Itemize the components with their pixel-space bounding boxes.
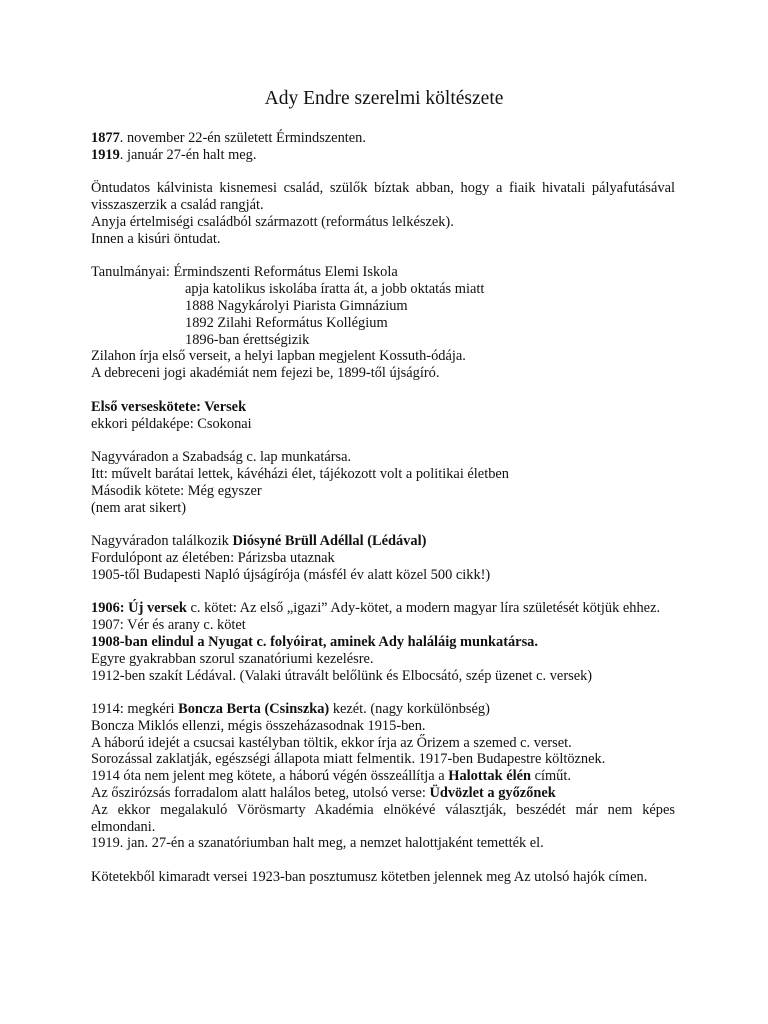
paragraph-nagyvarad: Nagyváradon a Szabadság c. lap munkatársa. [91,449,352,466]
leda-meeting-text: Nagyváradon találkozik [91,533,233,550]
birth-text: . november 22-én született Érmindszenten. [119,130,366,146]
paragraph-marriage: Boncza Miklós ellenzi, mégis összeházasodnak 1915-ben. [91,717,426,734]
document-title: Ady Endre szerelmi költészete [264,88,504,109]
paragraph-no-success: (nem arat sikert) [91,499,187,516]
csinszka-text-2: kezét. (nagy korkülönbség) [329,701,490,718]
paragraph-zilah: Zilahon írja első verseit, a helyi lapban megjelent Kossuth-ódája. [91,348,466,365]
paragraph-friends: Itt: művelt barátai lettek, kávéházi élet, tájékozott volt a politikai életben [91,465,509,482]
paragraph-ver-es-arany: 1907: Vér és arany c. kötet [91,617,246,634]
uj-versek-bold: 1906: Új versek [91,600,187,617]
paragraph-last-poem [91,785,675,802]
death-text: . január 27-én halt meg. [119,146,257,163]
paragraph-nyugat [91,634,675,651]
paragraph-mother: Anyja értelmiségi családból származott (református lelkészek). [91,213,454,230]
death-line [91,147,675,164]
studies-item: 1892 Zilahi Református Kollégium [185,314,388,331]
csinszka-name: Boncza Berta (Csinszka) [178,701,330,718]
paragraph-csucsa: A háború idejét a csucsai kastélyban töltik, ekkor írja az Őrizem a szemed c. verset. [91,734,572,751]
leda-name: Diósyné Brüll Adéllal (Lédával) [232,533,427,550]
last-poem-title: Üdvözlet a győzőnek [429,785,556,802]
paragraph-pride: Innen a kisúri öntudat. [91,230,221,247]
paragraph-budapesti-naplo: 1905-től Budapesti Napló újságírója (másfél év alatt közel 500 cikk!) [91,566,491,583]
birth-line [91,130,675,147]
studies-item: apja katolikus iskolába íratta át, a jobb oktatás miatt [185,281,485,298]
paragraph-family: Öntudatos kálvinista kisnemesi család, szülők bíztak abban, hogy a fiaik hivatali pályafutásával visszaszerzik a család rangját. [91,180,675,214]
paragraph-conscription: Sorozással zaklatják, egészségi állapota miatt felmentik. 1917-ben Budapestre költöznek. [91,751,606,768]
first-volume-heading [91,399,675,416]
paragraph-csinszka [91,701,675,718]
uj-versek-text: c. kötet: Az első „igazi” Ady-kötet, a modern magyar líra születését kötjük ehhez. [186,600,661,617]
studies-heading: Tanulmányai: Érmindszenti Református Elemi Iskola [91,264,398,281]
paragraph-posthumous: Kötetekből kimaradt versei 1923-ban posztumusz kötetben jelennek meg Az utolsó hajók címen. [91,869,648,886]
studies-item: 1896-ban érettségizik [185,331,310,348]
paragraph-halottak-elen [91,768,675,785]
paragraph-debrecen: A debreceni jogi akadémiát nem fejezi be, 1899-től újságíró. [91,365,440,382]
paragraph-death: 1919. jan. 27-én a szanatóriumban halt meg, a nemzet halottjaként temették el. [91,835,544,852]
nyugat-bold: 1908-ban elindul a Nyugat c. folyóirat, aminek Ady haláláig munkatársa. [91,633,538,650]
halottak-text-1: 1914 óta nem jelent meg kötete, a háború végén összeállítja a [91,768,449,785]
studies-item: 1888 Nagykárolyi Piarista Gimnázium [185,297,408,314]
death-year: 1919 [91,146,120,163]
paragraph-role-model: ekkori példaképe: Csokonai [91,415,252,432]
paragraph-uj-versek [91,600,675,617]
paragraph-academy: Az ekkor megalakuló Vörösmarty Akadémia elnökévé választják, beszédét már nem képes elmondani. [91,801,675,835]
paragraph-paris: Fordulópont az életében: Párizsba utaznak [91,549,335,566]
paragraph-sanatorium: Egyre gyakrabban szorul szanatóriumi kezelésre. [91,650,374,667]
halottak-text-2: címűt. [531,768,571,785]
halottak-title: Halottak élén [448,768,531,785]
paragraph-second-volume: Második kötete: Még egyszer [91,482,262,499]
birth-year: 1877 [91,130,120,146]
first-volume-bold: Első verseskötete: Versek [91,398,247,415]
paragraph-breakup: 1912-ben szakít Lédával. (Valaki útravált belőlünk és Elbocsátó, szép üzenet c. versek) [91,667,593,684]
last-poem-text: Az őszirózsás forradalom alatt halálos beteg, utolsó verse: [91,785,430,802]
paragraph-leda-meeting [91,533,675,550]
csinszka-text-1: 1914: megkéri [91,701,179,718]
document-body [91,130,675,886]
